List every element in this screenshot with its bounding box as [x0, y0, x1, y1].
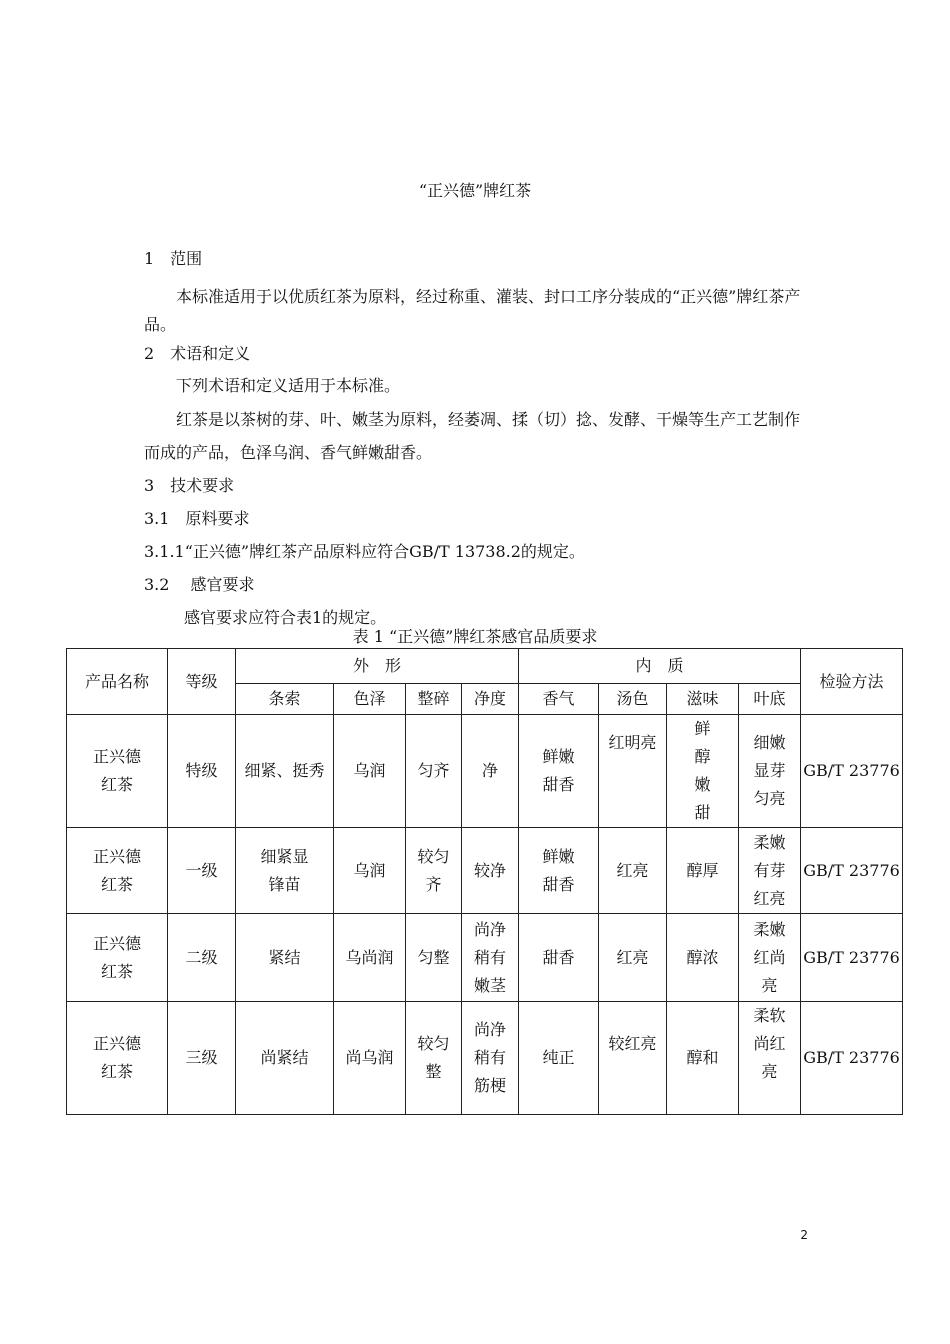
header-appearance: 外 形: [236, 649, 519, 684]
table-caption: 表 1 “正兴德”牌红茶感官品质要求: [352, 627, 598, 646]
table-row: [67, 828, 903, 914]
cell-shape: 细紧、挺秀: [236, 715, 334, 828]
cell-infused-leaf: 细嫩显芽匀亮: [739, 715, 801, 828]
cell-clarity: 净: [462, 715, 519, 828]
cell-infused-leaf: 柔软尚红亮: [739, 1002, 801, 1115]
cell-method: GB/T 23776: [801, 828, 903, 914]
header-grade: 等级: [168, 649, 236, 715]
section-2-paragraph-1: 下列术语和定义适用于本标准。: [176, 376, 401, 395]
cell-aroma: 鲜嫩甜香: [519, 715, 599, 828]
cell-aroma: 鲜嫩甜香: [519, 828, 599, 914]
cell-method: GB/T 23776: [801, 715, 903, 828]
cell-product: 正兴德红茶: [67, 1002, 168, 1115]
cell-infused-leaf: 柔嫩红尚亮: [739, 914, 801, 1002]
cell-liquor-color: 红亮: [599, 914, 667, 1002]
header-interior-quality: 内 质: [519, 649, 801, 684]
cell-aroma: 纯正: [519, 1002, 599, 1115]
cell-uniformity: 较匀齐: [406, 828, 462, 914]
cell-taste: 醇和: [667, 1002, 739, 1115]
cell-shape: 尚紧结: [236, 1002, 334, 1115]
document-title: “正兴德”牌红茶: [418, 181, 532, 200]
cell-uniformity: 匀整: [406, 914, 462, 1002]
section-3-2-heading: 3.2 感官要求: [144, 575, 255, 594]
cell-shape: 紧结: [236, 914, 334, 1002]
header-infused-leaf: 叶底: [739, 684, 801, 715]
cell-taste: 醇浓: [667, 914, 739, 1002]
cell-grade: 特级: [168, 715, 236, 828]
cell-liquor-color: 红明亮: [599, 715, 667, 828]
cell-method: GB/T 23776: [801, 1002, 903, 1115]
section-3-1-1-paragraph: 3.1.1“正兴德”牌红茶产品原料应符合GB/T 13738.2的规定。: [144, 542, 585, 561]
header-uniformity: 整碎: [406, 684, 462, 715]
cell-shape: 细紧显锋苗: [236, 828, 334, 914]
cell-taste: 鲜醇嫩甜: [667, 715, 739, 828]
cell-color: 乌尚润: [334, 914, 406, 1002]
cell-liquor-color: 红亮: [599, 828, 667, 914]
table-row: [67, 914, 903, 1002]
cell-uniformity: 匀齐: [406, 715, 462, 828]
cell-product: 正兴德红茶: [67, 715, 168, 828]
cell-grade: 三级: [168, 1002, 236, 1115]
cell-aroma: 甜香: [519, 914, 599, 1002]
section-1-paragraph: 本标准适用于以优质红茶为原料，经过称重、灌装、封口工序分装成的“正兴德”牌红茶产品。: [144, 287, 801, 334]
cell-uniformity: 较匀整: [406, 1002, 462, 1115]
cell-clarity: 尚净稍有筋梗: [462, 1002, 519, 1115]
section-3-1-heading: 3.1 原料要求: [144, 509, 250, 528]
cell-liquor-color: 较红亮: [599, 1002, 667, 1115]
section-3-2-paragraph: 感官要求应符合表1的规定。: [184, 608, 387, 627]
cell-product: 正兴德红茶: [67, 828, 168, 914]
table-row: [67, 1002, 903, 1115]
section-1-heading: 1 范围: [144, 249, 203, 268]
cell-clarity: 尚净稍有嫩茎: [462, 914, 519, 1002]
cell-infused-leaf: 柔嫩有芽红亮: [739, 828, 801, 914]
sensory-quality-table: [66, 648, 903, 1115]
cell-grade: 二级: [168, 914, 236, 1002]
document-body: [144, 243, 814, 634]
header-shape: 条索: [236, 684, 334, 715]
cell-product: 正兴德红茶: [67, 914, 168, 1002]
cell-color: 尚乌润: [334, 1002, 406, 1115]
table-row: [67, 715, 903, 828]
header-aroma: 香气: [519, 684, 599, 715]
header-liquor-color: 汤色: [599, 684, 667, 715]
header-taste: 滋味: [667, 684, 739, 715]
cell-grade: 一级: [168, 828, 236, 914]
header-color: 色泽: [334, 684, 406, 715]
cell-color: 乌润: [334, 828, 406, 914]
cell-taste: 醇厚: [667, 828, 739, 914]
cell-method: GB/T 23776: [801, 914, 903, 1002]
header-test-method: 检验方法: [801, 649, 903, 715]
section-2-paragraph-2: 红茶是以茶树的芽、叶、嫩茎为原料，经萎凋、揉（切）捻、发酵、干燥等生产工艺制作而成的产品，色泽乌润、香气鲜嫩甜香。: [144, 410, 801, 462]
cell-clarity: 较净: [462, 828, 519, 914]
header-clarity: 净度: [462, 684, 519, 715]
cell-color: 乌润: [334, 715, 406, 828]
section-3-heading: 3 技术要求: [144, 476, 235, 495]
header-product-name: 产品名称: [67, 649, 168, 715]
section-2-heading: 2 术语和定义: [144, 344, 251, 363]
page-number: 2: [800, 1228, 808, 1242]
